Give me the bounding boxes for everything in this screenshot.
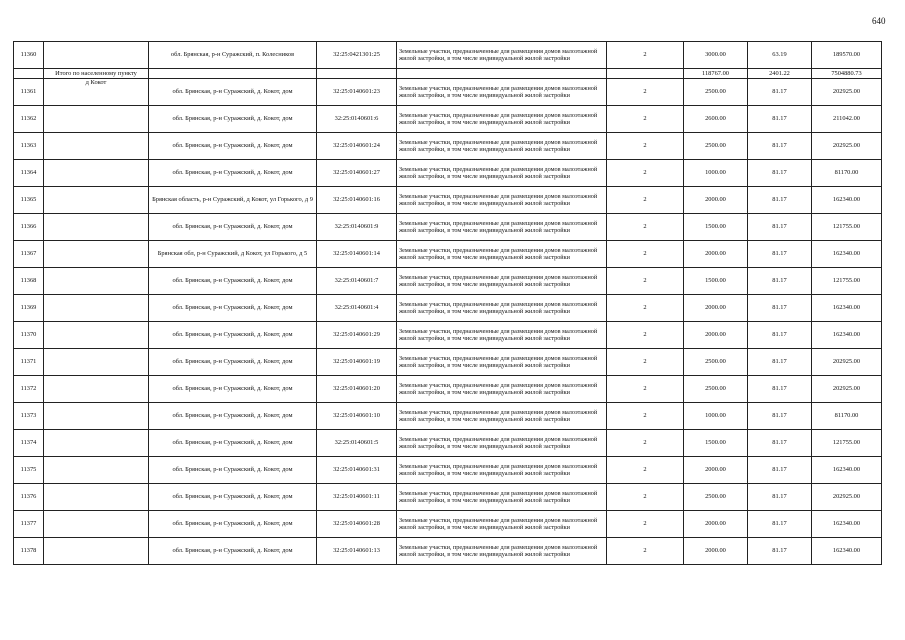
category-cell: 2 xyxy=(607,268,684,295)
empty-cell xyxy=(44,268,149,295)
address-cell: обл. Брянская, р-н Суражский, д. Кокот, дом xyxy=(149,214,317,241)
rate-cell: 81.17 xyxy=(748,214,812,241)
address-cell: обл. Брянская, р-н Суражский, д. Кокот, дом xyxy=(149,430,317,457)
rate-cell: 81.17 xyxy=(748,511,812,538)
category-cell: 2 xyxy=(607,430,684,457)
empty-cell xyxy=(44,376,149,403)
row-number: 11374 xyxy=(14,430,44,457)
category-cell: 2 xyxy=(607,322,684,349)
land-use-cell: Земельные участки, предназначенные для размещения домов малоэтажной жилой застройки, в том числе индивидуальной жилой застройки xyxy=(397,133,607,160)
table-row xyxy=(14,42,882,69)
rate-cell: 81.17 xyxy=(748,430,812,457)
rate-cell: 63.19 xyxy=(748,42,812,69)
cadastral-value-cell: 202925.00 xyxy=(812,79,882,106)
locality-label: д Кокот xyxy=(85,79,107,86)
cadastral-value-cell: 121755.00 xyxy=(812,430,882,457)
table-row xyxy=(14,430,882,457)
address-cell: обл. Брянская, р-н Суражский, д. Кокот, дом xyxy=(149,295,317,322)
empty-cell xyxy=(44,403,149,430)
land-use-cell: Земельные участки, предназначенные для размещения домов малоэтажной жилой застройки, в том числе индивидуальной жилой застройки xyxy=(397,160,607,187)
cadastral-number-cell: 32:25:0140601:16 xyxy=(317,187,397,214)
empty-cell xyxy=(44,241,149,268)
table-row xyxy=(14,322,882,349)
cadastral-number-cell: 32:25:0140601:9 xyxy=(317,214,397,241)
land-use-cell: Земельные участки, предназначенные для размещения домов малоэтажной жилой застройки, в том числе индивидуальной жилой застройки xyxy=(397,376,607,403)
rate-cell: 81.17 xyxy=(748,268,812,295)
land-use-cell: Земельные участки, предназначенные для размещения домов малоэтажной жилой застройки, в том числе индивидуальной жилой застройки xyxy=(397,79,607,106)
address-cell: обл. Брянская, р-н Суражский, д. Кокот, дом xyxy=(149,349,317,376)
cadastral-value-cell: 162340.00 xyxy=(812,322,882,349)
cadastral-number-cell: 32:25:0140601:7 xyxy=(317,268,397,295)
land-use-cell: Земельные участки, предназначенные для размещения домов малоэтажной жилой застройки, в том числе индивидуальной жилой застройки xyxy=(397,241,607,268)
empty-cell xyxy=(397,69,607,79)
land-use-cell: Земельные участки, предназначенные для размещения домов малоэтажной жилой застройки, в том числе индивидуальной жилой застройки xyxy=(397,268,607,295)
row-number: 11361 xyxy=(14,79,44,106)
area-cell: 2600.00 xyxy=(684,106,748,133)
area-cell: 1500.00 xyxy=(684,214,748,241)
rate-cell: 81.17 xyxy=(748,376,812,403)
table-row xyxy=(14,511,882,538)
area-cell: 2500.00 xyxy=(684,79,748,106)
rate-cell: 81.17 xyxy=(748,241,812,268)
cadastral-value-cell: 162340.00 xyxy=(812,457,882,484)
category-cell: 2 xyxy=(607,403,684,430)
area-cell: 1500.00 xyxy=(684,430,748,457)
empty-cell xyxy=(44,106,149,133)
table-row xyxy=(14,295,882,322)
table-row xyxy=(14,538,882,565)
row-number: 11373 xyxy=(14,403,44,430)
cadastral-value-cell: 202925.00 xyxy=(812,376,882,403)
row-number: 11377 xyxy=(14,511,44,538)
rate-cell: 81.17 xyxy=(748,106,812,133)
registry-body xyxy=(14,42,882,565)
table-row xyxy=(14,214,882,241)
land-use-cell: Земельные участки, предназначенные для размещения домов малоэтажной жилой застройки, в том числе индивидуальной жилой застройки xyxy=(397,349,607,376)
total-row xyxy=(14,69,882,79)
cadastral-number-cell: 32:25:0140601:14 xyxy=(317,241,397,268)
category-cell: 2 xyxy=(607,79,684,106)
cadastral-number-cell: 32:25:0140601:20 xyxy=(317,376,397,403)
row-number: 11360 xyxy=(14,42,44,69)
row-number: 11363 xyxy=(14,133,44,160)
rate-cell: 81.17 xyxy=(748,79,812,106)
area-cell: 1500.00 xyxy=(684,268,748,295)
empty-cell xyxy=(44,295,149,322)
cadastral-number-cell: 32:25:0140601:28 xyxy=(317,511,397,538)
table-row xyxy=(14,106,882,133)
empty-cell xyxy=(44,349,149,376)
land-use-cell: Земельные участки, предназначенные для размещения домов малоэтажной жилой застройки, в том числе индивидуальной жилой застройки xyxy=(397,187,607,214)
land-use-cell: Земельные участки, предназначенные для размещения домов малоэтажной жилой застройки, в том числе индивидуальной жилой застройки xyxy=(397,484,607,511)
address-cell: обл. Брянская, р-н Суражский, д. Кокот, дом xyxy=(149,322,317,349)
table-row xyxy=(14,187,882,214)
total-rate: 2401.22 xyxy=(748,69,812,79)
row-number: 11365 xyxy=(14,187,44,214)
cadastral-value-cell: 162340.00 xyxy=(812,241,882,268)
cadastral-number-cell: 32:25:0140601:19 xyxy=(317,349,397,376)
cadastral-number-cell: 32:25:0140601:24 xyxy=(317,133,397,160)
total-area: 118767.00 xyxy=(684,69,748,79)
category-cell: 2 xyxy=(607,538,684,565)
cadastral-number-cell: 32:25:0140601:23 xyxy=(317,79,397,106)
cadastral-value-cell: 81170.00 xyxy=(812,160,882,187)
category-cell: 2 xyxy=(607,511,684,538)
land-use-cell: Земельные участки, предназначенные для размещения домов малоэтажной жилой застройки, в том числе индивидуальной жилой застройки xyxy=(397,295,607,322)
cadastral-number-cell: 32:25:0140601:4 xyxy=(317,295,397,322)
land-use-cell: Земельные участки, предназначенные для размещения домов малоэтажной жилой застройки, в том числе индивидуальной жилой застройки xyxy=(397,42,607,69)
row-number: 11366 xyxy=(14,214,44,241)
table-row xyxy=(14,241,882,268)
empty-cell xyxy=(44,187,149,214)
cadastral-number-cell: 32:25:0140601:13 xyxy=(317,538,397,565)
category-cell: 2 xyxy=(607,376,684,403)
table-row xyxy=(14,403,882,430)
address-cell: Брянская область, р-н Суражский, д Кокот, ул Горького, д 9 xyxy=(149,187,317,214)
category-cell: 2 xyxy=(607,241,684,268)
address-cell: обл. Брянская, р-н Суражский, д. Кокот, дом xyxy=(149,484,317,511)
area-cell: 1000.00 xyxy=(684,160,748,187)
cadastral-value-cell: 189570.00 xyxy=(812,42,882,69)
address-cell: обл. Брянская, р-н Суражский, д. Кокот, дом xyxy=(149,376,317,403)
address-cell: обл. Брянская, р-н Суражский, д. Кокот, дом xyxy=(149,268,317,295)
area-cell: 2000.00 xyxy=(684,295,748,322)
category-cell: 2 xyxy=(607,214,684,241)
land-use-cell: Земельные участки, предназначенные для размещения домов малоэтажной жилой застройки, в том числе индивидуальной жилой застройки xyxy=(397,511,607,538)
area-cell: 2000.00 xyxy=(684,322,748,349)
address-cell: обл. Брянская, р-н Суражский, д. Кокот, дом xyxy=(149,79,317,106)
category-cell: 2 xyxy=(607,187,684,214)
category-cell: 2 xyxy=(607,484,684,511)
cadastral-value-cell: 162340.00 xyxy=(812,187,882,214)
row-number: 11378 xyxy=(14,538,44,565)
table-row xyxy=(14,160,882,187)
row-number: 11364 xyxy=(14,160,44,187)
cadastral-number-cell: 32:25:0140601:10 xyxy=(317,403,397,430)
row-number: 11372 xyxy=(14,376,44,403)
empty-cell xyxy=(44,484,149,511)
table-row xyxy=(14,79,882,106)
category-cell: 2 xyxy=(607,133,684,160)
category-cell: 2 xyxy=(607,295,684,322)
cadastral-number-cell: 32:25:0140601:6 xyxy=(317,106,397,133)
rate-cell: 81.17 xyxy=(748,349,812,376)
empty-cell xyxy=(44,430,149,457)
table-row xyxy=(14,349,882,376)
empty-cell xyxy=(44,322,149,349)
address-cell: обл. Брянская, р-н Суражский, д. Кокот, дом xyxy=(149,538,317,565)
area-cell: 2000.00 xyxy=(684,538,748,565)
land-use-cell: Земельные участки, предназначенные для размещения домов малоэтажной жилой застройки, в том числе индивидуальной жилой застройки xyxy=(397,538,607,565)
area-cell: 2000.00 xyxy=(684,241,748,268)
row-number: 11369 xyxy=(14,295,44,322)
cadastral-number-cell: 32:25:0140601:11 xyxy=(317,484,397,511)
empty-cell xyxy=(14,69,44,79)
rate-cell: 81.17 xyxy=(748,295,812,322)
row-number: 11371 xyxy=(14,349,44,376)
empty-cell xyxy=(317,69,397,79)
empty-cell xyxy=(44,511,149,538)
address-cell: обл. Брянская, р-н Суражский, д. Кокот, дом xyxy=(149,106,317,133)
category-cell: 2 xyxy=(607,349,684,376)
land-use-cell: Земельные участки, предназначенные для размещения домов малоэтажной жилой застройки, в том числе индивидуальной жилой застройки xyxy=(397,457,607,484)
cadastral-number-cell: 32:25:0140601:29 xyxy=(317,322,397,349)
cadastral-value-cell: 162340.00 xyxy=(812,511,882,538)
address-cell: обл. Брянская, р-н Суражский, д. Кокот, дом xyxy=(149,457,317,484)
category-cell: 2 xyxy=(607,160,684,187)
address-cell: обл. Брянская, р-н Суражский, д. Кокот, дом xyxy=(149,133,317,160)
total-label: Итого по населенному пункту xyxy=(44,69,149,79)
row-number: 11362 xyxy=(14,106,44,133)
area-cell: 2500.00 xyxy=(684,349,748,376)
area-cell: 2500.00 xyxy=(684,484,748,511)
row-number: 11368 xyxy=(14,268,44,295)
row-number: 11367 xyxy=(14,241,44,268)
rate-cell: 81.17 xyxy=(748,133,812,160)
address-cell: обл. Брянская, р-н Суражский, д. Кокот, дом xyxy=(149,160,317,187)
rate-cell: 81.17 xyxy=(748,484,812,511)
land-use-cell: Земельные участки, предназначенные для размещения домов малоэтажной жилой застройки, в том числе индивидуальной жилой застройки xyxy=(397,430,607,457)
cadastral-number-cell: 32:25:0140601:5 xyxy=(317,430,397,457)
row-number: 11376 xyxy=(14,484,44,511)
cadastral-value-cell: 162340.00 xyxy=(812,538,882,565)
area-cell: 2000.00 xyxy=(684,457,748,484)
cadastral-value-cell: 121755.00 xyxy=(812,268,882,295)
address-cell: Брянская обл, р-н Суражский, д Кокот, ул Горького, д 5 xyxy=(149,241,317,268)
rate-cell: 81.17 xyxy=(748,322,812,349)
land-use-cell: Земельные участки, предназначенные для размещения домов малоэтажной жилой застройки, в том числе индивидуальной жилой застройки xyxy=(397,403,607,430)
table-row xyxy=(14,268,882,295)
table-row xyxy=(14,484,882,511)
cadastral-value-cell: 81170.00 xyxy=(812,403,882,430)
land-use-cell: Земельные участки, предназначенные для размещения домов малоэтажной жилой застройки, в том числе индивидуальной жилой застройки xyxy=(397,322,607,349)
cadastral-value-cell: 211042.00 xyxy=(812,106,882,133)
cadastral-value-cell: 202925.00 xyxy=(812,484,882,511)
cadastral-value-cell: 202925.00 xyxy=(812,133,882,160)
empty-cell xyxy=(607,69,684,79)
rate-cell: 81.17 xyxy=(748,160,812,187)
address-cell: обл. Брянская, р-н Суражский, д. Кокот, дом xyxy=(149,403,317,430)
area-cell: 1000.00 xyxy=(684,403,748,430)
rate-cell: 81.17 xyxy=(748,187,812,214)
cadastral-number-cell: 32:25:0421301:25 xyxy=(317,42,397,69)
area-cell: 2500.00 xyxy=(684,133,748,160)
empty-cell xyxy=(44,133,149,160)
row-number: 11375 xyxy=(14,457,44,484)
empty-cell xyxy=(44,457,149,484)
land-use-cell: Земельные участки, предназначенные для размещения домов малоэтажной жилой застройки, в том числе индивидуальной жилой застройки xyxy=(397,106,607,133)
address-cell: обл. Брянская, р-н Суражский, п. Колесников xyxy=(149,42,317,69)
row-number: 11370 xyxy=(14,322,44,349)
area-cell: 3000.00 xyxy=(684,42,748,69)
empty-cell xyxy=(44,214,149,241)
table-row xyxy=(14,133,882,160)
table-row xyxy=(14,457,882,484)
area-cell: 2500.00 xyxy=(684,376,748,403)
area-cell: 2000.00 xyxy=(684,187,748,214)
cadastral-number-cell: 32:25:0140601:31 xyxy=(317,457,397,484)
category-cell: 2 xyxy=(607,457,684,484)
cadastral-value-cell: 121755.00 xyxy=(812,214,882,241)
empty-cell xyxy=(149,69,317,79)
rate-cell: 81.17 xyxy=(748,457,812,484)
empty-cell xyxy=(44,79,149,106)
cadastral-registry-table xyxy=(13,41,882,565)
area-cell: 2000.00 xyxy=(684,511,748,538)
empty-cell xyxy=(44,42,149,69)
address-cell: обл. Брянская, р-н Суражский, д. Кокот, дом xyxy=(149,511,317,538)
rate-cell: 81.17 xyxy=(748,538,812,565)
cadastral-value-cell: 202925.00 xyxy=(812,349,882,376)
cadastral-value-cell: 162340.00 xyxy=(812,295,882,322)
total-value: 7504880.73 xyxy=(812,69,882,79)
empty-cell xyxy=(44,538,149,565)
cadastral-number-cell: 32:25:0140601:27 xyxy=(317,160,397,187)
land-use-cell: Земельные участки, предназначенные для размещения домов малоэтажной жилой застройки, в том числе индивидуальной жилой застройки xyxy=(397,214,607,241)
page-number: 640 xyxy=(872,16,886,26)
rate-cell: 81.17 xyxy=(748,403,812,430)
category-cell: 2 xyxy=(607,42,684,69)
category-cell: 2 xyxy=(607,106,684,133)
table-row xyxy=(14,376,882,403)
empty-cell xyxy=(44,160,149,187)
